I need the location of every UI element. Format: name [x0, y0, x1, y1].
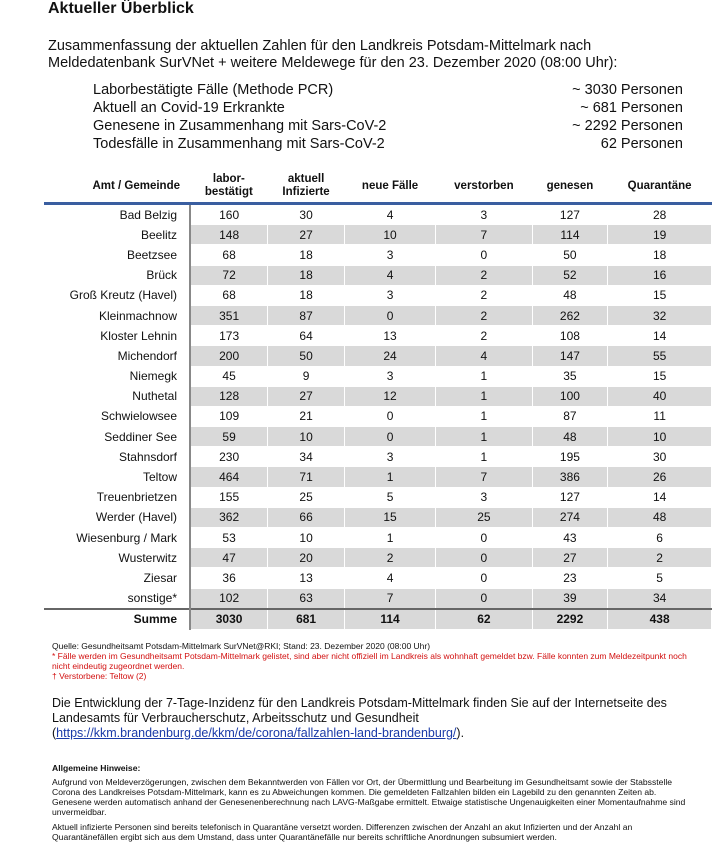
- table-row: [45, 204, 712, 225]
- table-row: [45, 406, 712, 426]
- table-row: [45, 305, 712, 325]
- table-cell: 18: [268, 245, 345, 265]
- table-cell: 7: [436, 467, 532, 487]
- table-cell: 15: [608, 285, 712, 305]
- table-cell: 1: [436, 427, 532, 447]
- table-cell: 27: [532, 548, 608, 568]
- table-cell: 2: [436, 305, 532, 325]
- table-cell: 48: [532, 285, 608, 305]
- table-cell: 18: [268, 265, 345, 285]
- table-cell: 36: [190, 568, 268, 588]
- table-cell: 1: [344, 467, 435, 487]
- summary-label: Genesene in Zusammenhang mit Sars-CoV-2: [93, 118, 387, 134]
- table-cell: 68: [190, 285, 268, 305]
- table-cell: 1: [436, 386, 532, 406]
- page-title: Aktueller Überblick: [48, 0, 194, 17]
- row-label: Brück: [45, 265, 191, 285]
- table-cell: 3: [344, 285, 435, 305]
- table-cell: 262: [532, 305, 608, 325]
- table-cell: 35: [532, 366, 608, 386]
- row-label: Werder (Havel): [45, 507, 191, 527]
- table-cell: 53: [190, 528, 268, 548]
- table-cell: 102: [190, 588, 268, 609]
- table-cell: 34: [608, 588, 712, 609]
- row-label: Stahnsdorf: [45, 447, 191, 467]
- table-cell: 32: [608, 305, 712, 325]
- table-cell: 147: [532, 346, 608, 366]
- table-row: [45, 225, 712, 245]
- table-cell: 48: [532, 427, 608, 447]
- summary-row: [93, 117, 683, 135]
- table-cell: 2: [436, 285, 532, 305]
- table-cell: 155: [190, 487, 268, 507]
- info-link[interactable]: https://kkm.brandenburg.de/kkm/de/corona/fallzahlen-land-brandenburg/: [56, 726, 457, 740]
- table-body: [45, 204, 712, 630]
- table-cell: 25: [268, 487, 345, 507]
- table-cell: 0: [436, 588, 532, 609]
- row-label: Beetzsee: [45, 245, 191, 265]
- case-table: [44, 170, 712, 630]
- table-cell: 3: [436, 487, 532, 507]
- table-row: [45, 467, 712, 487]
- table-cell: 13: [268, 568, 345, 588]
- table-cell: 25: [436, 507, 532, 527]
- table-cell: 50: [268, 346, 345, 366]
- col-header-verstorben: verstorben: [454, 179, 514, 192]
- table-row: [45, 326, 712, 346]
- row-label: Niemegk: [45, 366, 191, 386]
- table-cell: 45: [190, 366, 268, 386]
- table-cell: 26: [608, 467, 712, 487]
- table-cell: 160: [190, 204, 268, 225]
- table-cell: 386: [532, 467, 608, 487]
- table-cell: 66: [268, 507, 345, 527]
- table-cell: 3: [344, 245, 435, 265]
- table-cell: 71: [268, 467, 345, 487]
- sum-cell: 62: [436, 609, 532, 630]
- table-row: [45, 447, 712, 467]
- summary-label: Aktuell an Covid-19 Erkrankte: [93, 100, 285, 116]
- row-label: Bad Belzig: [45, 204, 191, 225]
- row-label: Treuenbrietzen: [45, 487, 191, 507]
- table-cell: 10: [268, 427, 345, 447]
- table-row: [45, 386, 712, 406]
- table-cell: 4: [344, 568, 435, 588]
- col-header-genesen: genesen: [546, 179, 594, 192]
- table-cell: 34: [268, 447, 345, 467]
- table-cell: 2: [344, 548, 435, 568]
- table-cell: 127: [532, 204, 608, 225]
- table-cell: 15: [608, 366, 712, 386]
- source-line: Quelle: Gesundheitsamt Potsdam-Mittelmark SurVNet@RKI; Stand: 23. Dezember 2020 (08:00 Uhr): [52, 641, 431, 651]
- table-cell: 3: [344, 366, 435, 386]
- table-row: [45, 285, 712, 305]
- row-label: Beelitz: [45, 225, 191, 245]
- table-cell: 351: [190, 305, 268, 325]
- table-cell: 14: [608, 326, 712, 346]
- row-label: Nuthetal: [45, 386, 191, 406]
- table-cell: 27: [268, 386, 345, 406]
- table-cell: 230: [190, 447, 268, 467]
- table-cell: 9: [268, 366, 345, 386]
- summary-value: ~ 2292 Personen: [572, 118, 683, 134]
- table-row: [45, 588, 712, 609]
- table-cell: 127: [532, 487, 608, 507]
- sum-cell: 681: [268, 609, 345, 630]
- table-cell: 50: [532, 245, 608, 265]
- table-row: [45, 568, 712, 588]
- table-cell: 108: [532, 326, 608, 346]
- row-label: Ziesar: [45, 568, 191, 588]
- table-cell: 3: [344, 447, 435, 467]
- summary-label: Laborbestätigte Fälle (Methode PCR): [93, 82, 334, 98]
- table-cell: 2: [436, 326, 532, 346]
- table-cell: 18: [608, 245, 712, 265]
- table-header-row: [45, 170, 712, 204]
- notes-paragraph: Aktuell infizierte Personen sind bereits telefonisch in Quarantäne versetzt worden. Differenzen zwischen der Anzahl an akut Infizierten und der Anzahl an Quarantänefällen ergibt sich aus dem Umstand, dass unter Quarantänefälle nur bereits schriftliche Anordnungen subsumiert werden.: [52, 822, 633, 842]
- sum-row: [45, 609, 712, 630]
- table-cell: 3: [436, 204, 532, 225]
- table-cell: 0: [436, 528, 532, 548]
- table-cell: 11: [608, 406, 712, 426]
- table-cell: 1: [344, 528, 435, 548]
- table-cell: 100: [532, 386, 608, 406]
- col-header-infizierte: aktuell Infizierte: [282, 173, 330, 198]
- source-block: [52, 641, 692, 681]
- table-cell: 43: [532, 528, 608, 548]
- table-cell: 109: [190, 406, 268, 426]
- summary-label: Todesfälle in Zusammenhang mit Sars-CoV-2: [93, 136, 385, 152]
- table-cell: 0: [344, 305, 435, 325]
- table-cell: 87: [532, 406, 608, 426]
- footnote-dagger: † Verstorbene: Teltow (2): [52, 671, 147, 681]
- sum-cell: 2292: [532, 609, 608, 630]
- table-cell: 30: [608, 447, 712, 467]
- table-cell: 5: [344, 487, 435, 507]
- table-row: [45, 366, 712, 386]
- table-cell: 64: [268, 326, 345, 346]
- table-cell: 23: [532, 568, 608, 588]
- row-label: Wiesenburg / Mark: [45, 528, 191, 548]
- row-label: Seddiner See: [45, 427, 191, 447]
- table-cell: 2: [436, 265, 532, 285]
- table-cell: 72: [190, 265, 268, 285]
- table-cell: 1: [436, 447, 532, 467]
- table-cell: 40: [608, 386, 712, 406]
- table-cell: 274: [532, 507, 608, 527]
- row-label: Kleinmachnow: [45, 305, 191, 325]
- row-label: Teltow: [45, 467, 191, 487]
- summary-row: [93, 135, 683, 153]
- table-cell: 21: [268, 406, 345, 426]
- table-row: [45, 507, 712, 527]
- table-cell: 39: [532, 588, 608, 609]
- table-cell: 10: [344, 225, 435, 245]
- table-cell: 55: [608, 346, 712, 366]
- sum-cell: 3030: [190, 609, 268, 630]
- summary-row: [93, 99, 683, 117]
- table-cell: 2: [608, 548, 712, 568]
- table-cell: 7: [344, 588, 435, 609]
- table-cell: 13: [344, 326, 435, 346]
- row-label: sonstige*: [45, 588, 191, 609]
- table-row: [45, 528, 712, 548]
- table-cell: 20: [268, 548, 345, 568]
- table-cell: 12: [344, 386, 435, 406]
- col-header-laborbestaetigt: labor- bestätigt: [204, 173, 253, 198]
- table-cell: 47: [190, 548, 268, 568]
- sum-cell: 114: [344, 609, 435, 630]
- table-cell: 464: [190, 467, 268, 487]
- table-cell: 28: [608, 204, 712, 225]
- table-cell: 87: [268, 305, 345, 325]
- row-label: Groß Kreutz (Havel): [45, 285, 191, 305]
- summary-value: ~ 3030 Personen: [572, 82, 683, 98]
- footnote-star: * Fälle werden im Gesundheitsamt Potsdam-Mittelmark gelistet, sind aber nicht offiziell im Landkreis als wohnhaft gemeldet bzw. Fälle konnten zum Meldezeitpunkt noch nicht eindeutig zugeordnet werden.: [52, 651, 687, 671]
- table-cell: 30: [268, 204, 345, 225]
- row-label: Wusterwitz: [45, 548, 191, 568]
- table-cell: 27: [268, 225, 345, 245]
- table-cell: 173: [190, 326, 268, 346]
- table-cell: 114: [532, 225, 608, 245]
- notes-block: [52, 763, 692, 847]
- notes-heading: Allgemeine Hinweise:: [52, 763, 141, 773]
- table-cell: 195: [532, 447, 608, 467]
- col-header-amt: Amt / Gemeinde: [92, 179, 180, 192]
- table-cell: 1: [436, 406, 532, 426]
- table-cell: 59: [190, 427, 268, 447]
- table-row: [45, 265, 712, 285]
- row-label: Schwielowsee: [45, 406, 191, 426]
- notes-paragraph: Aufgrund von Meldeverzögerungen, zwischen dem Bekanntwerden von Fällen vor Ort, der Übermittlung und Bearbeitung im Gesundheitsamt sowie der Stabsstelle Corona des Landkreises Potsdam-Mittelmark, kann es zu Abweichungen kommen. Die gemeldeten Fallzahlen bilden ein Lagebild zu den genannten Zeiten ab. Genesene werden automatisch anhand der Genesenenberechnung nach LAVG-Maßgabe ermittelt. Etwaige statistische Ungenauigkeiten einer Momentaufnahme sind unvermeidbar.: [52, 777, 686, 817]
- table-cell: 4: [344, 265, 435, 285]
- table-cell: 0: [436, 245, 532, 265]
- table-cell: 0: [436, 568, 532, 588]
- table-cell: 0: [344, 406, 435, 426]
- table-cell: 362: [190, 507, 268, 527]
- table-cell: 0: [344, 427, 435, 447]
- table-row: [45, 427, 712, 447]
- col-header-quarantaene: Quarantäne: [627, 179, 692, 192]
- row-label: Kloster Lehnin: [45, 326, 191, 346]
- table-cell: 0: [436, 548, 532, 568]
- table-cell: 14: [608, 487, 712, 507]
- table-row: [45, 346, 712, 366]
- table-cell: 15: [344, 507, 435, 527]
- table-cell: 4: [436, 346, 532, 366]
- table-row: [45, 245, 712, 265]
- table-cell: 148: [190, 225, 268, 245]
- table-cell: 7: [436, 225, 532, 245]
- table-cell: 48: [608, 507, 712, 527]
- table-cell: 68: [190, 245, 268, 265]
- table-cell: 128: [190, 386, 268, 406]
- table-cell: 200: [190, 346, 268, 366]
- intro-text: Zusammenfassung der aktuellen Zahlen für den Landkreis Potsdam-Mittelmark nach Meldedatenbank SurVNet + weitere Meldewege für den 23. Dezember 2020 (08:00 Uhr):: [48, 38, 618, 71]
- table-cell: 24: [344, 346, 435, 366]
- table-row: [45, 548, 712, 568]
- info-text: Die Entwicklung der 7-Tage-Inzidenz für den Landkreis Potsdam-Mittelmark finden Sie auf der Internetseite des Landesamts für Verbraucherschutz, Arbeitsschutz und Gesundheit: [52, 696, 667, 725]
- table-cell: 16: [608, 265, 712, 285]
- table-cell: 5: [608, 568, 712, 588]
- summary-list: [93, 81, 683, 153]
- table-cell: 10: [608, 427, 712, 447]
- sum-cell: 438: [608, 609, 712, 630]
- table-cell: 4: [344, 204, 435, 225]
- summary-row: [93, 81, 683, 99]
- col-header-neue-faelle: neue Fälle: [361, 179, 419, 192]
- info-block: Die Entwicklung der 7-Tage-Inzidenz für den Landkreis Potsdam-Mittelmark finden Sie auf der Internetseite des Landesamts für Verbraucherschutz, Arbeitsschutz und Gesundheit (https://kkm.brandenburg.de/kkm/de/corona/fallzahlen-land-brandenburg/).: [52, 696, 667, 740]
- table-cell: 19: [608, 225, 712, 245]
- summary-value: ~ 681 Personen: [580, 100, 683, 116]
- table-row: [45, 487, 712, 507]
- table-cell: 10: [268, 528, 345, 548]
- table-cell: 6: [608, 528, 712, 548]
- table-cell: 1: [436, 366, 532, 386]
- sum-label: Summe: [45, 609, 191, 630]
- table-cell: 63: [268, 588, 345, 609]
- table-cell: 52: [532, 265, 608, 285]
- row-label: Michendorf: [45, 346, 191, 366]
- summary-value: 62 Personen: [600, 136, 683, 152]
- table-cell: 18: [268, 285, 345, 305]
